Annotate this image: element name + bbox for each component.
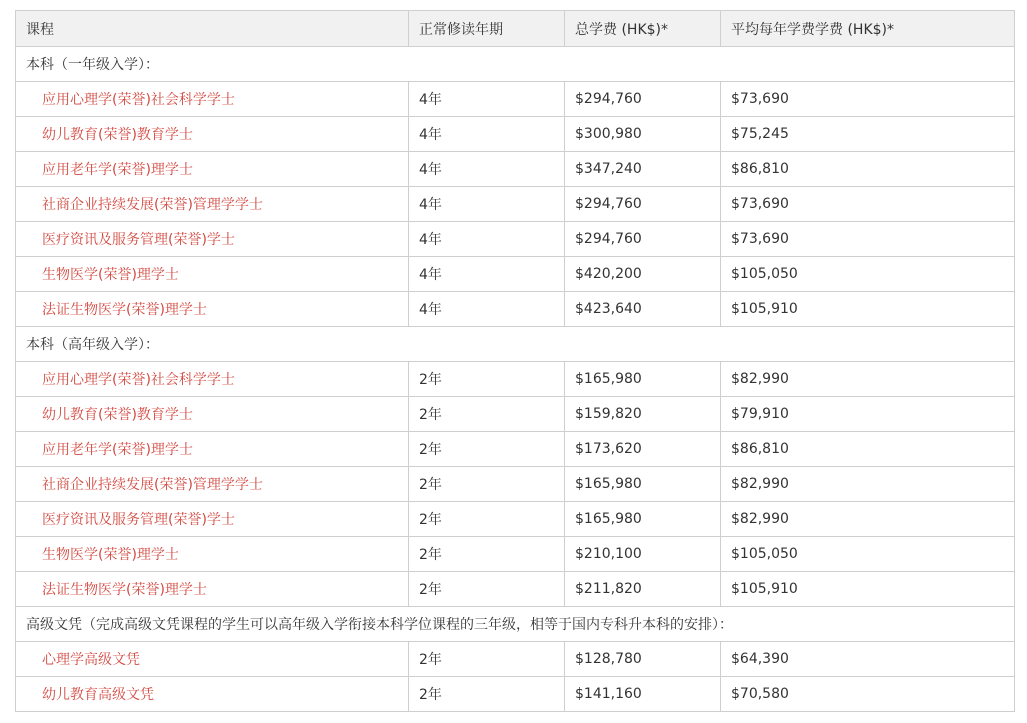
program-link[interactable]: 幼儿教育高级文凭 (42, 687, 154, 703)
total-fee-cell: $423,640 (565, 292, 721, 327)
header-duration: 正常修读年期 (409, 11, 565, 47)
duration-cell: 2年 (409, 677, 565, 712)
program-link[interactable]: 医疗资讯及服务管理(荣誉)学士 (42, 232, 235, 248)
program-link[interactable]: 心理学高级文凭 (42, 652, 140, 668)
program-cell (16, 222, 409, 257)
duration-cell: 4年 (409, 222, 565, 257)
section-title: 本科（高年级入学）： (16, 327, 1015, 362)
total-fee-cell: $294,760 (565, 187, 721, 222)
duration-cell: 4年 (409, 82, 565, 117)
program-link[interactable]: 生物医学(荣誉)理学士 (42, 547, 179, 563)
program-link[interactable]: 幼儿教育(荣誉)教育学士 (42, 127, 193, 143)
header-row (16, 11, 1015, 47)
table-row (16, 642, 1015, 677)
table-row (16, 397, 1015, 432)
header-annual-fee: 平均每年学费学费 (HK$)* (721, 11, 1015, 47)
total-fee-cell: $141,160 (565, 677, 721, 712)
annual-fee-cell: $105,050 (721, 257, 1015, 292)
program-link[interactable]: 法证生物医学(荣誉)理学士 (42, 582, 207, 598)
table-header (16, 11, 1015, 47)
table-row (16, 222, 1015, 257)
total-fee-cell: $159,820 (565, 397, 721, 432)
program-cell (16, 537, 409, 572)
program-cell (16, 677, 409, 712)
annual-fee-cell: $86,810 (721, 152, 1015, 187)
table-row (16, 187, 1015, 222)
table-row (16, 467, 1015, 502)
duration-cell: 4年 (409, 117, 565, 152)
annual-fee-cell: $105,050 (721, 537, 1015, 572)
duration-cell: 4年 (409, 187, 565, 222)
duration-cell: 2年 (409, 642, 565, 677)
table-row (16, 82, 1015, 117)
total-fee-cell: $211,820 (565, 572, 721, 607)
total-fee-cell: $294,760 (565, 222, 721, 257)
annual-fee-cell: $73,690 (721, 82, 1015, 117)
program-cell (16, 82, 409, 117)
program-cell (16, 397, 409, 432)
annual-fee-cell: $73,690 (721, 222, 1015, 257)
section-heading-row (16, 47, 1015, 82)
total-fee-cell: $420,200 (565, 257, 721, 292)
program-link[interactable]: 应用老年学(荣誉)理学士 (42, 162, 193, 178)
table-row (16, 257, 1015, 292)
annual-fee-cell: $82,990 (721, 502, 1015, 537)
table-body (16, 47, 1015, 712)
program-cell (16, 502, 409, 537)
annual-fee-cell: $79,910 (721, 397, 1015, 432)
duration-cell: 2年 (409, 502, 565, 537)
duration-cell: 2年 (409, 572, 565, 607)
program-link[interactable]: 应用老年学(荣誉)理学士 (42, 442, 193, 458)
total-fee-cell: $347,240 (565, 152, 721, 187)
annual-fee-cell: $75,245 (721, 117, 1015, 152)
total-fee-cell: $128,780 (565, 642, 721, 677)
program-cell (16, 117, 409, 152)
program-link[interactable]: 应用心理学(荣誉)社会科学学士 (42, 372, 235, 388)
program-cell (16, 432, 409, 467)
program-link[interactable]: 幼儿教育(荣誉)教育学士 (42, 407, 193, 423)
program-cell (16, 572, 409, 607)
annual-fee-cell: $82,990 (721, 467, 1015, 502)
section-heading-row (16, 327, 1015, 362)
duration-cell: 2年 (409, 537, 565, 572)
table-row (16, 292, 1015, 327)
total-fee-cell: $300,980 (565, 117, 721, 152)
duration-cell: 2年 (409, 432, 565, 467)
header-program: 课程 (16, 11, 409, 47)
annual-fee-cell: $70,580 (721, 677, 1015, 712)
header-total-fee: 总学费 (HK$)* (565, 11, 721, 47)
table-row (16, 537, 1015, 572)
table-row (16, 572, 1015, 607)
table-row (16, 152, 1015, 187)
total-fee-cell: $173,620 (565, 432, 721, 467)
program-link[interactable]: 生物医学(荣誉)理学士 (42, 267, 179, 283)
annual-fee-cell: $82,990 (721, 362, 1015, 397)
duration-cell: 4年 (409, 152, 565, 187)
program-link[interactable]: 医疗资讯及服务管理(荣誉)学士 (42, 512, 235, 528)
table-row (16, 502, 1015, 537)
program-cell (16, 467, 409, 502)
annual-fee-cell: $105,910 (721, 572, 1015, 607)
program-link[interactable]: 应用心理学(荣誉)社会科学学士 (42, 92, 235, 108)
total-fee-cell: $210,100 (565, 537, 721, 572)
table-row (16, 362, 1015, 397)
duration-cell: 4年 (409, 292, 565, 327)
duration-cell: 4年 (409, 257, 565, 292)
program-link[interactable]: 社商企业持续发展(荣誉)管理学学士 (42, 197, 263, 213)
annual-fee-cell: $105,910 (721, 292, 1015, 327)
section-title: 本科（一年级入学）： (16, 47, 1015, 82)
annual-fee-cell: $64,390 (721, 642, 1015, 677)
program-cell (16, 642, 409, 677)
duration-cell: 2年 (409, 467, 565, 502)
section-title: 高级文凭（完成高级文凭课程的学生可以高年级入学衔接本科学位课程的三年级，相等于国内专科升本科的安排）： (16, 607, 1015, 642)
total-fee-cell: $294,760 (565, 82, 721, 117)
duration-cell: 2年 (409, 397, 565, 432)
table-row (16, 432, 1015, 467)
program-cell (16, 187, 409, 222)
program-cell (16, 292, 409, 327)
annual-fee-cell: $73,690 (721, 187, 1015, 222)
total-fee-cell: $165,980 (565, 502, 721, 537)
table-row (16, 117, 1015, 152)
total-fee-cell: $165,980 (565, 362, 721, 397)
program-link[interactable]: 法证生物医学(荣誉)理学士 (42, 302, 207, 318)
program-cell (16, 152, 409, 187)
duration-cell: 2年 (409, 362, 565, 397)
program-cell (16, 362, 409, 397)
annual-fee-cell: $86,810 (721, 432, 1015, 467)
total-fee-cell: $165,980 (565, 467, 721, 502)
table-row (16, 677, 1015, 712)
tuition-fee-table (15, 10, 1015, 712)
section-heading-row (16, 607, 1015, 642)
program-cell (16, 257, 409, 292)
program-link[interactable]: 社商企业持续发展(荣誉)管理学学士 (42, 477, 263, 493)
